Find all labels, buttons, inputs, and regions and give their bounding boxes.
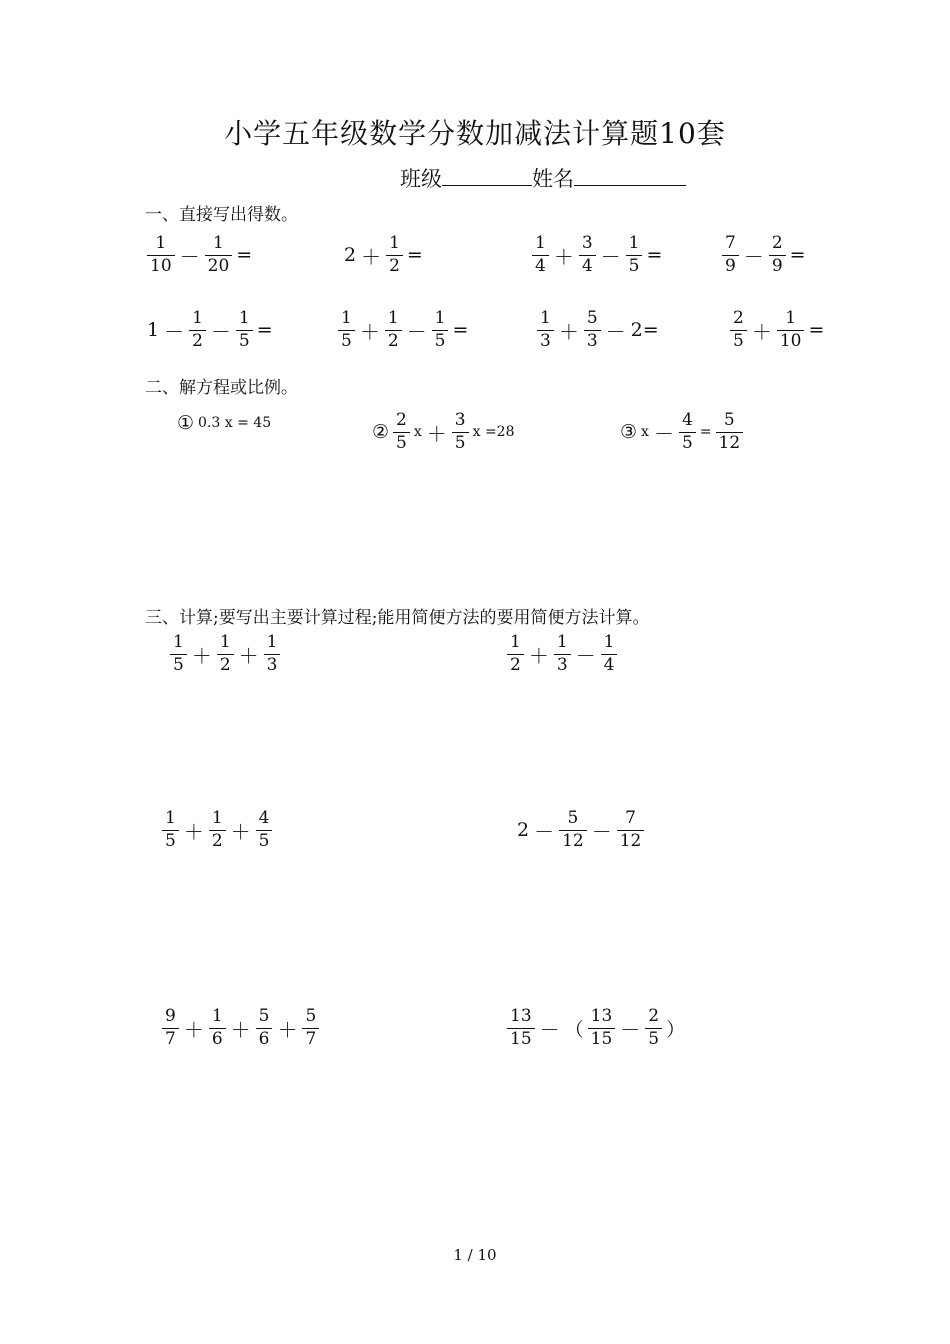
fraction <box>385 310 402 351</box>
fraction <box>716 412 744 453</box>
denominator: 5 <box>679 432 696 453</box>
denominator: 2 <box>386 255 403 276</box>
denominator: 5 <box>256 830 273 851</box>
denominator: 5 <box>645 1028 662 1049</box>
operator: － <box>539 1017 560 1042</box>
fraction <box>559 810 587 851</box>
fraction <box>432 310 449 351</box>
fraction <box>617 810 645 851</box>
operator: － <box>591 819 612 844</box>
operator: － <box>179 244 200 269</box>
expression-text: = <box>452 319 469 342</box>
numerator: 1 <box>192 308 203 328</box>
s1-expr <box>145 310 275 351</box>
expression-text: = <box>236 244 253 267</box>
operator: － <box>620 1017 641 1042</box>
expression-text: = <box>256 319 273 342</box>
denominator: 4 <box>601 654 618 675</box>
operator: ＋ <box>183 1017 204 1042</box>
denominator: 20 <box>205 255 233 276</box>
expression-text: = <box>789 244 806 267</box>
expression-text: ① <box>177 412 195 434</box>
fraction <box>256 810 273 851</box>
fraction <box>554 634 571 675</box>
operator: － <box>653 421 674 446</box>
expression-text: （ <box>564 1018 584 1041</box>
expression-text: 2= <box>630 319 659 342</box>
s1-expr <box>336 310 470 351</box>
fraction <box>236 310 253 351</box>
section-1-heading: 一、直接写出得数。 <box>145 205 298 225</box>
denominator: 3 <box>264 654 281 675</box>
denominator: 10 <box>147 255 175 276</box>
operator: ＋ <box>361 244 382 269</box>
denominator: 5 <box>393 432 410 453</box>
fraction <box>170 634 187 675</box>
fraction <box>507 634 524 675</box>
operator: － <box>575 643 596 668</box>
fraction <box>256 1008 273 1049</box>
numerator: 1 <box>510 632 521 652</box>
fraction <box>386 235 403 276</box>
fraction <box>209 1008 226 1049</box>
numerator: 7 <box>725 233 736 253</box>
numerator: 5 <box>586 308 598 328</box>
numerator: 1 <box>213 233 224 253</box>
fraction <box>537 310 554 351</box>
numerator: 1 <box>603 632 615 652</box>
denominator: 7 <box>162 1028 179 1049</box>
s3-calculation <box>505 634 619 675</box>
class-name-line <box>400 163 686 193</box>
denominator: 5 <box>170 654 187 675</box>
class-blank[interactable] <box>442 163 532 186</box>
denominator: 15 <box>507 1028 535 1049</box>
numerator: 2 <box>733 308 744 328</box>
operator: ＋ <box>426 421 447 446</box>
fraction <box>205 235 233 276</box>
denominator: 5 <box>432 330 449 351</box>
denominator: 2 <box>217 654 234 675</box>
name-label: 姓名 <box>532 167 574 191</box>
s1-expr <box>342 235 425 276</box>
expression-text: ③ <box>620 421 638 444</box>
operator: － <box>406 319 427 344</box>
denominator: 2 <box>209 830 226 851</box>
numerator: 1 <box>540 308 551 328</box>
numerator: 1 <box>211 808 223 828</box>
operator: ＋ <box>277 1017 298 1042</box>
operator: － <box>164 319 185 344</box>
operator: － <box>534 819 555 844</box>
numerator: 1 <box>535 233 546 253</box>
numerator: 2 <box>771 233 783 253</box>
operator: ＋ <box>558 319 579 344</box>
operator: － <box>743 244 764 269</box>
denominator: 7 <box>302 1028 319 1049</box>
fraction <box>730 310 747 351</box>
numerator: 5 <box>305 1006 317 1026</box>
s2-equation <box>175 412 273 434</box>
s3-calculation <box>505 1008 687 1049</box>
section-3-heading: 三、计算;要写出主要计算过程;能用简便方法的要用简便方法计算。 <box>145 608 650 628</box>
numerator: 1 <box>155 233 167 253</box>
numerator: 5 <box>258 1006 270 1026</box>
numerator: 1 <box>434 308 446 328</box>
expression-text: = <box>808 319 825 342</box>
denominator: 10 <box>777 330 805 351</box>
fraction <box>452 412 469 453</box>
s3-calculation <box>515 810 646 851</box>
operator: ＋ <box>751 319 772 344</box>
denominator: 2 <box>507 654 524 675</box>
denominator: 9 <box>722 255 739 276</box>
denominator: 5 <box>236 330 253 351</box>
denominator: 5 <box>452 432 469 453</box>
numerator: 1 <box>165 808 176 828</box>
numerator: 1 <box>556 632 568 652</box>
fraction <box>338 310 355 351</box>
fraction <box>626 235 643 276</box>
denominator: 5 <box>626 255 643 276</box>
fraction <box>209 810 226 851</box>
denominator: 9 <box>769 255 786 276</box>
numerator: 1 <box>341 308 352 328</box>
denominator: 12 <box>716 432 744 453</box>
fraction <box>645 1008 662 1049</box>
denominator: 12 <box>559 830 587 851</box>
denominator: 12 <box>617 830 645 851</box>
operator: ＋ <box>238 643 259 668</box>
s1-expr <box>535 310 661 351</box>
numerator: 1 <box>389 233 400 253</box>
fraction <box>217 634 234 675</box>
numerator: 1 <box>211 1006 223 1026</box>
denominator: 3 <box>584 330 601 351</box>
expression-text: 2 <box>517 819 530 842</box>
operator: ＋ <box>183 819 204 844</box>
expression-text: 0.3 x = 45 <box>198 415 272 431</box>
expression-text: x =28 <box>472 424 515 441</box>
denominator: 6 <box>256 1028 273 1049</box>
s3-calculation <box>168 634 282 675</box>
fraction <box>302 1008 319 1049</box>
numerator: 5 <box>723 410 735 430</box>
s3-calculation <box>160 1008 321 1049</box>
denominator: 3 <box>537 330 554 351</box>
s1-expr <box>145 235 254 276</box>
expression-text: x <box>413 424 422 441</box>
operator: － <box>605 319 626 344</box>
expression-text: ） <box>666 1018 686 1041</box>
numerator: 1 <box>628 233 640 253</box>
denominator: 6 <box>209 1028 226 1049</box>
page-number: 1 / 10 <box>453 1246 497 1264</box>
numerator: 3 <box>454 410 466 430</box>
fraction <box>722 235 739 276</box>
expression-text: = <box>406 244 423 267</box>
operator: ＋ <box>553 244 574 269</box>
name-blank[interactable] <box>574 163 686 186</box>
denominator: 15 <box>588 1028 616 1049</box>
denominator: 3 <box>554 654 571 675</box>
numerator: 1 <box>387 308 399 328</box>
operator: ＋ <box>359 319 380 344</box>
numerator: 2 <box>648 1006 660 1026</box>
s2-equation <box>370 412 517 453</box>
fraction <box>147 235 175 276</box>
fraction <box>777 310 805 351</box>
numerator: 1 <box>238 308 250 328</box>
denominator: 5 <box>730 330 747 351</box>
denominator: 5 <box>162 830 179 851</box>
fraction <box>601 634 618 675</box>
denominator: 4 <box>579 255 596 276</box>
operator: ＋ <box>230 819 251 844</box>
numerator: 1 <box>173 632 184 652</box>
numerator: 13 <box>590 1006 613 1026</box>
operator: － <box>600 244 621 269</box>
denominator: 2 <box>189 330 206 351</box>
numerator: 5 <box>567 808 579 828</box>
s1-expr <box>728 310 826 351</box>
denominator: 5 <box>338 330 355 351</box>
section-2-heading: 二、解方程或比例。 <box>145 378 298 398</box>
fraction <box>769 235 786 276</box>
s2-equation <box>618 412 745 453</box>
s1-expr <box>720 235 808 276</box>
class-label: 班级 <box>400 167 442 191</box>
denominator: 2 <box>385 330 402 351</box>
expression-text: x <box>641 424 649 441</box>
fraction <box>393 412 410 453</box>
numerator: 3 <box>581 233 593 253</box>
fraction <box>679 412 696 453</box>
fraction <box>532 235 549 276</box>
fraction <box>584 310 601 351</box>
numerator: 4 <box>258 808 270 828</box>
numerator: 1 <box>219 632 231 652</box>
s3-calculation <box>160 810 274 851</box>
numerator: 4 <box>681 410 693 430</box>
expression-text: 1 <box>147 319 160 342</box>
operator: ＋ <box>191 643 212 668</box>
expression-text: ② <box>372 421 390 444</box>
numerator: 2 <box>396 410 407 430</box>
s1-expr <box>530 235 664 276</box>
operator: ＋ <box>230 1017 251 1042</box>
expression-text: = <box>646 244 663 267</box>
numerator: 9 <box>165 1006 176 1026</box>
numerator: 1 <box>266 632 278 652</box>
page-title: 小学五年级数学分数加减法计算题10套 <box>224 117 726 150</box>
denominator: 4 <box>532 255 549 276</box>
expression-text: = <box>699 424 712 441</box>
fraction <box>588 1008 616 1049</box>
expression-text: 2 <box>344 244 357 267</box>
fraction <box>264 634 281 675</box>
numerator: 1 <box>785 308 797 328</box>
fraction <box>579 235 596 276</box>
numerator: 7 <box>625 808 636 828</box>
operator: － <box>210 319 231 344</box>
fraction <box>507 1008 535 1049</box>
numerator: 13 <box>510 1006 532 1026</box>
fraction <box>162 1008 179 1049</box>
fraction <box>162 810 179 851</box>
operator: ＋ <box>528 643 549 668</box>
fraction <box>189 310 206 351</box>
